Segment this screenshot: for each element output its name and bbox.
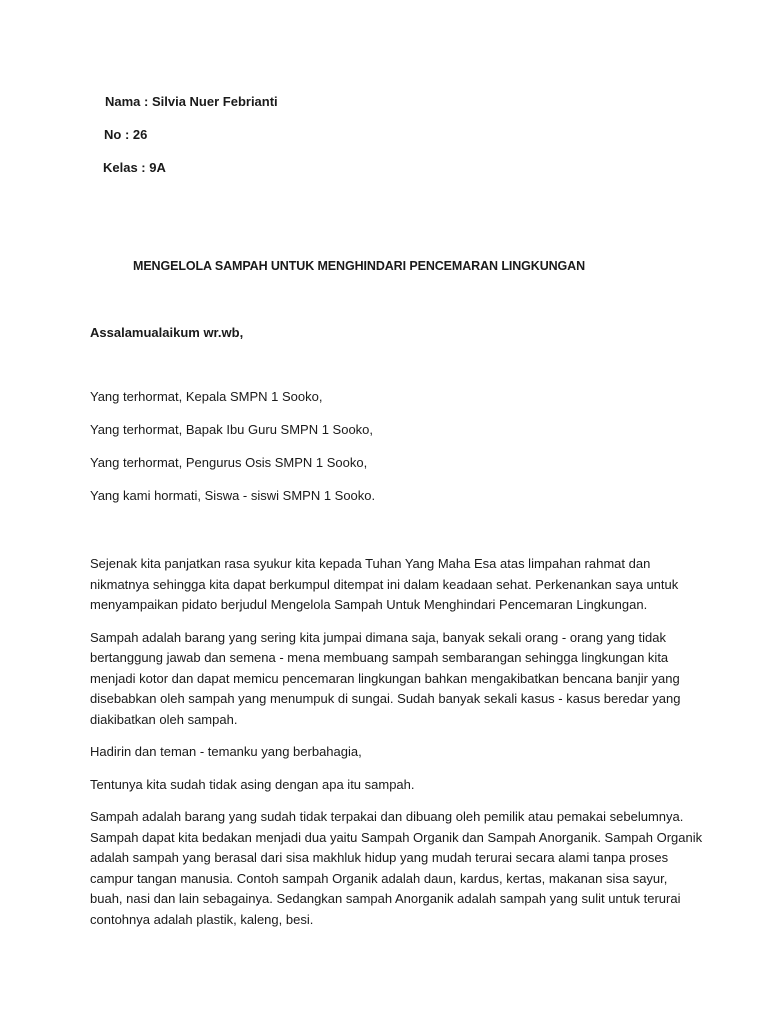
speech-body [90,554,703,942]
text-line: contohnya adalah plastik, kaleng, besi. [90,911,314,927]
text-line: adalah sampah yang berasal dari sisa makhluk hidup yang mudah terurai secara alami tanpa proses [90,850,669,865]
text-line: diakibatkan oleh sampah. [90,711,238,727]
text-line: bertanggung jawab dan semena - mena membuang sampah sembarangan sehingga lingkungan kita [90,650,669,665]
text-line: menjadi kotor dan dapat memicu pencemaran lingkungan bahkan mengakibatkan bencana banjir yang [90,670,680,686]
salutation-line: Yang kami hormati, Siswa - siswi SMPN 1 Sooko. [90,488,376,503]
document-title: MENGELOLA SAMPAH UNTUK MENGHINDARI PENCEMARAN LINGKUNGAN [133,259,586,273]
salutation-line: Yang terhormat, Pengurus Osis SMPN 1 Sooko, [90,455,368,470]
student-number: No : 26 [104,127,148,142]
student-name: Nama : Silvia Nuer Febrianti [105,94,278,109]
paragraph-intro [90,775,690,796]
text-line: disebabkan oleh sampah yang menumpuk di sungai. Sudah banyak sekali kasus - kasus beredar yang [90,691,681,706]
text-line: Sampah adalah barang yang sering kita jumpai dimana saja, banyak sekali orang - orang yang tidak [90,629,666,645]
paragraph-definition [90,807,703,930]
paragraph-opening [90,554,690,616]
paragraph-problem [90,628,690,731]
text-line: Hadirin dan teman - temanku yang berbahagia, [90,744,362,759]
salutation-line: Yang terhormat, Bapak Ibu Guru SMPN 1 Sooko, [90,422,374,437]
paragraph-address [90,742,690,763]
opening-greeting: Assalamualaikum wr.wb, [90,325,244,340]
text-line: Tentunya kita sudah tidak asing dengan apa itu sampah. [90,776,415,792]
salutation-list [90,389,375,521]
salutation-line: Yang terhormat, Kepala SMPN 1 Sooko, [90,389,323,404]
text-line: campur tangan manusia. Contoh sampah Organik adalah daun, kardus, kertas, makanan sisa sayur, [90,870,668,886]
text-line: Sampah adalah barang yang sudah tidak terpakai dan dibuang oleh pemilik atau pemakai sebelumnya. [90,809,684,824]
student-class: Kelas : 9A [103,160,166,175]
text-line: Sampah dapat kita bedakan menjadi dua yaitu Sampah Organik dan Sampah Anorganik. Sampah Organik [90,829,703,845]
text-line: nikmatnya sehingga kita dapat berkumpul ditempat ini dalam keadaan sehat. Perkenankan saya untuk [90,576,679,592]
text-line: buah, nasi dan lain sebagainya. Sedangkan sampah Anorganik adalah sampah yang sulit untuk terurai [90,891,681,906]
text-line: menyampaikan pidato berjudul Mengelola Sampah Untuk Menghindari Pencemaran Lingkungan. [90,597,648,612]
text-line: Sejenak kita panjatkan rasa syukur kita kepada Tuhan Yang Maha Esa atas limpahan rahmat dan [90,556,651,571]
